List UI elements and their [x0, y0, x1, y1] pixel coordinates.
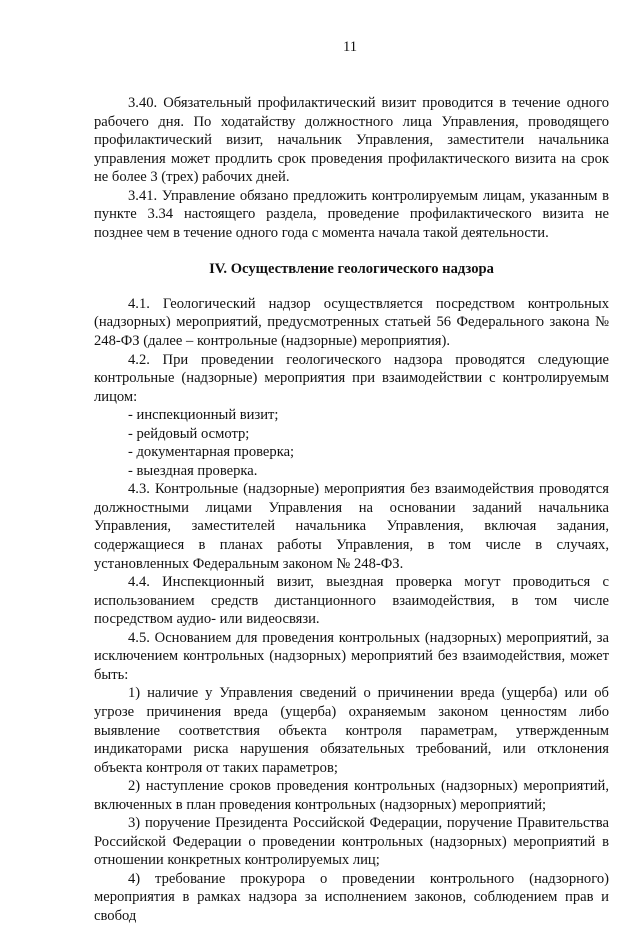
paragraph-4-4: 4.4. Инспекционный визит, выездная проверка могут проводиться с использованием средств дистанционного взаимодействия, в том числе посредством аудио- или видеосвязи. — [94, 574, 609, 628]
basis-item-4: 4) требование прокурора о проведении контрольного (надзорного) мероприятия в рамках надзора за исполнением законов, соблюдением прав и свобод — [94, 870, 609, 924]
paragraph-4-2: 4.2. При проведении геологического надзора проводятся следующие контрольные (надзорные) мероприятия при взаимодействии с контролируемым лицом: — [94, 351, 609, 405]
section-title: IV. Осуществление геологического надзора — [209, 261, 494, 278]
list-item: - документарная проверка; — [128, 444, 295, 461]
list-item: - инспекционный визит; — [128, 407, 279, 424]
paragraph-4-5: 4.5. Основанием для проведения контрольных (надзорных) мероприятий, за исключением контрольных (надзорных) мероприятий без взаимодействия, может быть: — [94, 629, 609, 683]
basis-item-3: 3) поручение Президента Российской Федерации, поручение Правительства Российской Федерации о проведении контрольных (надзорных) мероприятий в отношении конкретных контролируемых лиц; — [94, 815, 609, 869]
basis-item-2: 2) наступление сроков проведения контрольных (надзорных) мероприятий, включенных в план проведения контрольных (надзорных) мероприятий; — [94, 778, 609, 813]
document-body — [94, 94, 609, 926]
paragraph-3-40: 3.40. Обязательный профилактический визит проводится в течение одного рабочего дня. По ходатайству должностного лица Управления, проводящего профилактический визит, начальник Управления, заместители начальника управления может продлить срок проведения профилактического визита на срок не более 3 (трех) рабочих дней. — [94, 95, 609, 186]
paragraph-3-41: 3.41. Управление обязано предложить контролируемым лицам, указанным в пункте 3.34 настоящего раздела, проведение профилактического визита не позднее чем в течение одного года с момента начала такой деятельности. — [94, 187, 609, 241]
page-number: 11 — [342, 39, 358, 55]
list-item: - рейдовый осмотр; — [128, 425, 250, 442]
basis-item-1: 1) наличие у Управления сведений о причинении вреда (ущерба) или об угрозе причинения вреда (ущерба) охраняемым законом ценностям либо выявление соответствия объекта контроля параметрам, утвержденным индикаторами риска нарушения обязательных требований, или отклонения объекта контроля от таких параметров; — [94, 685, 609, 776]
paragraph-4-3: 4.3. Контрольные (надзорные) мероприятия без взаимодействия проводятся должностными лицами Управления на основании заданий начальника Управления, заместителей начальника Управления, включая задания, содержащиеся в планах работы Управления, в том числе в случаях, установленных Федеральным законом № 248-ФЗ. — [94, 481, 609, 572]
list-item: - выездная проверка. — [128, 462, 258, 479]
paragraph-4-1: 4.1. Геологический надзор осуществляется посредством контрольных (надзорных) мероприятий, предусмотренных статьей 56 Федерального закона № 248-ФЗ (далее – контрольные (надзорные) мероприятия). — [94, 295, 609, 350]
